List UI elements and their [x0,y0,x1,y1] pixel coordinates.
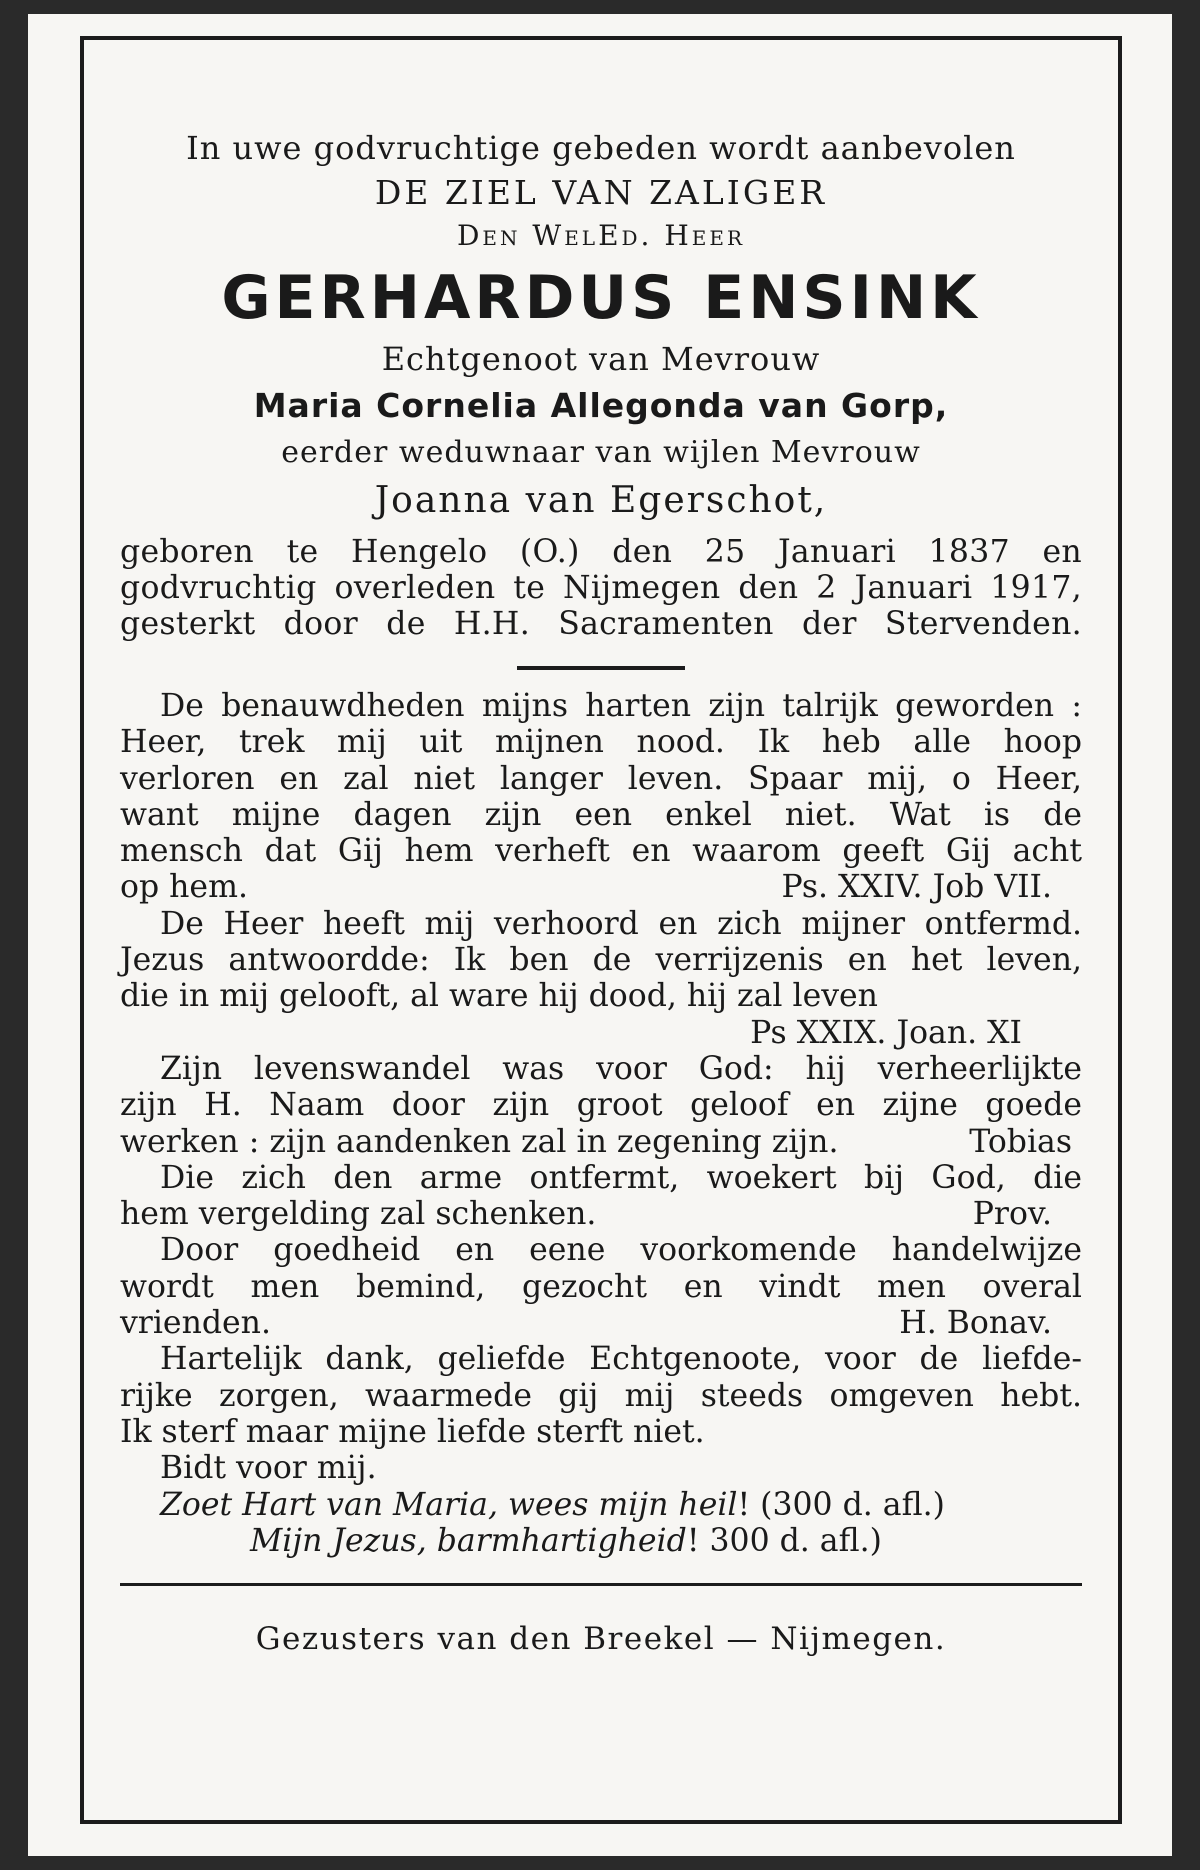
prayer-text: Zoet Hart van Maria, wees mijn heil [160,1486,738,1523]
verse-line: Die zich den arme ontfermt, woekert bij God, die [160,1159,1082,1196]
verse-line: rijke zorgen, waarmede gij mij steeds omgeven hebt. [120,1377,1082,1414]
verse-line: Jezus antwoordde: Ik ben de verrijzenis en het leven, [120,942,1082,979]
divider-short [517,666,685,670]
card-frame [80,36,1122,1824]
verses-block [120,688,1082,1559]
deceased-name: GERHARDUS ENSINK [221,263,981,333]
indulgence-note: ! (300 d. afl.) [737,1486,945,1523]
previous-spouse-name: Joanna van Egerschot, [374,480,828,521]
verse-ref-row [120,1196,1082,1232]
verse-line: De benauwdheden mijns harten zijn talrijk geworden : [160,688,1082,724]
verse-line: Heer, trek mij uit mijnen nood. Ik heb alle hoop [120,724,1082,761]
prayer-line [120,1523,1082,1559]
verse-line: want mijne dagen zijn een enkel niet. Wat is de [120,796,1082,833]
spouse-intro: Echtgenoot van Mevrouw [381,340,821,378]
scripture-reference: H. Bonav. [899,1305,1052,1342]
verse-ref-row [120,1015,1082,1051]
printer-line: Gezusters van den Breekel — Nijmegen. [255,1621,947,1658]
bio-line: gesterkt door de H.H. Sacramenten der Stervenden. [120,606,1082,642]
bio-line: godvruchtig overleden te Nijmegen den 2 Januari 1917, [120,570,1082,606]
verse-line: werken : zijn aandenken zal in zegening zijn. [120,1123,839,1160]
verse-ref-row [120,1124,1082,1160]
verse-line: die in mij gelooft, al ware hij dood, hij zal leven [120,978,878,1015]
verse-line: Bidt voor mij. [160,1450,377,1487]
verse-line: De Heer heeft mij verhoord en zich mijner ontfermd. [160,905,1082,942]
memorial-card [28,14,1172,1856]
verse-ref-row [120,869,1082,905]
verse-line: vrienden. [120,1305,271,1342]
bio-line: geboren te Hengelo (O.) den 25 Januari 1837 en [120,534,1082,570]
scripture-reference: Ps XXIX. Joan. XI [750,1014,1022,1051]
scripture-reference: Tobias [969,1123,1072,1160]
ziel-line: DE ZIEL VAN ZALIGER [374,173,828,212]
verse-ref-row [120,1305,1082,1341]
prayer-line [120,1487,1082,1523]
verse-line: Ik sterf maar mijne liefde sterft niet. [120,1413,705,1450]
verse-line: Zijn levenswandel was voor God: hij verheerlijkte [160,1050,1082,1087]
prayer-text: Mijn Jezus, barmhartigheid [250,1522,687,1559]
previous-spouse-intro: eerder weduwnaar van wijlen Mevrouw [281,435,921,470]
title-line: Den WelEd. Heer [456,219,746,252]
divider-long [120,1583,1082,1586]
verse-line: Hartelijk dank, geliefde Echtgenoote, voor de liefde- [160,1341,1082,1378]
verse-line: verloren en zal niet langer leven. Spaar mij, o Heer, [120,760,1082,797]
verse-line: hem vergelding zal schenken. [120,1196,597,1233]
verse-line: zijn H. Naam door zijn groot geloof en zijne goede [120,1087,1082,1124]
verse-line: mensch dat Gij hem verheft en waarom geeft Gij acht [120,833,1082,870]
indulgence-note: ! 300 d. afl.) [686,1522,882,1559]
scripture-reference: Prov. [972,1196,1052,1233]
intro-line: In uwe godvruchtige gebeden wordt aanbevolen [186,129,1016,167]
scripture-reference: Ps. XXIV. Job VII. [781,869,1052,906]
card-content [120,126,1082,1692]
verse-line: Door goedheid en eene voorkomende handelwijze [160,1232,1082,1269]
bio-block [120,534,1082,642]
verse-line: op hem. [120,869,248,906]
verse-line: wordt men bemind, gezocht en vindt men overal [120,1268,1082,1305]
spouse-name: Maria Cornelia Allegonda van Gorp, [253,386,949,425]
